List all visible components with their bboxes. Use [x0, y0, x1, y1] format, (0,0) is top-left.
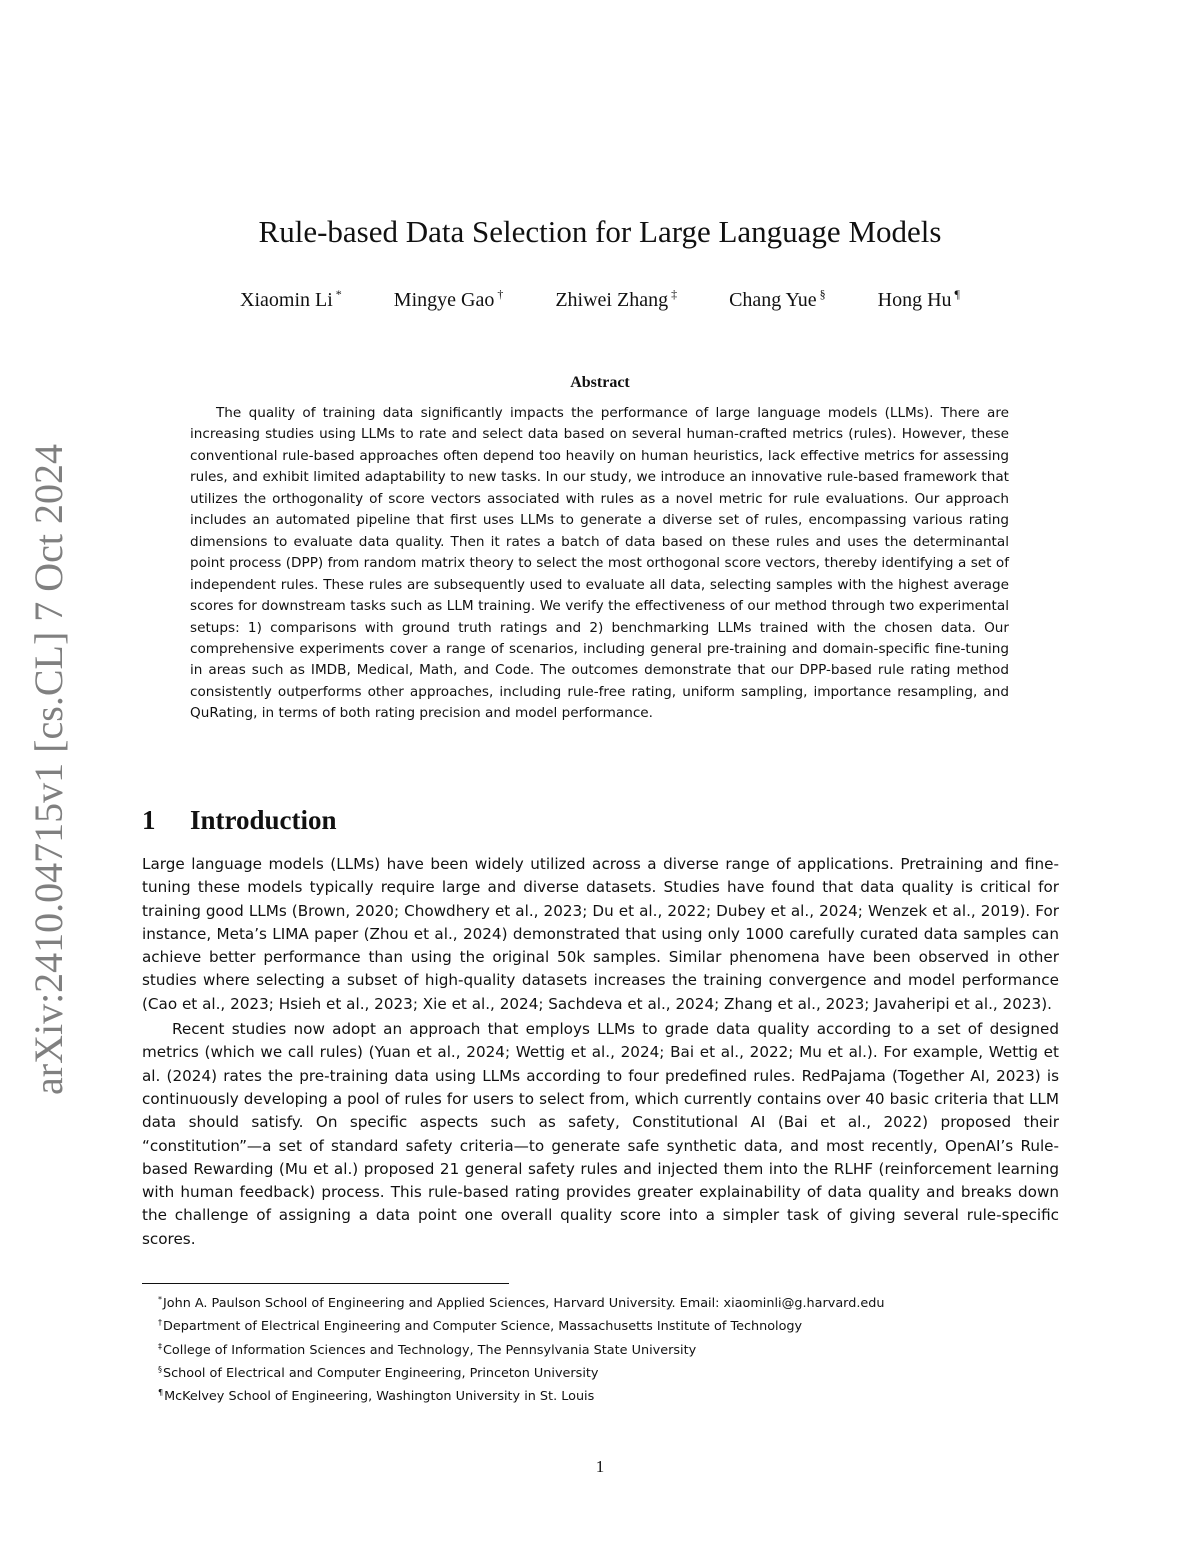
arxiv-identifier: arXiv:2410.04715v1 [cs.CL] 7 Oct 2024 — [26, 443, 71, 1095]
paper-title: Rule-based Data Selection for Large Language Models — [258, 214, 942, 249]
affiliation-mark: § — [819, 287, 826, 301]
author — [878, 280, 960, 314]
author-name: Hong Hu — [877, 289, 952, 311]
footnotes — [158, 1290, 1058, 1406]
author-name: Mingye Gao — [393, 289, 495, 311]
author-list — [0, 280, 1200, 314]
author-name: Chang Yue — [729, 289, 817, 311]
footnote-divider — [142, 1283, 509, 1284]
author-name: Zhiwei Zhang — [555, 289, 669, 311]
author-name: Xiaomin Li — [240, 289, 333, 311]
introduction-body — [142, 853, 1059, 1251]
author — [240, 280, 342, 314]
affiliation-mark: ‡ — [671, 287, 678, 301]
paragraph: Recent studies now adopt an approach that employs LLMs to grade data quality according to a set of designed metrics (which we call rules) (Yuan et al., 2024; Wettig et al., 2024; Bai et al., 2022; Mu et al.). For example, Wettig et al. (2024) rates the pre-training data using LLMs according to four predefined rules. RedPajama (Together AI, 2023) is continuously developing a pool of rules for users to select from, which currently contains over 40 basic criteria that LLM data should satisfy. On specific aspects such as safety, Constitutional AI (Bai et al., 2022) proposed their “constitution”—a set of standard safety criteria—to generate safe synthetic data, and most recently, OpenAI’s Rule-based Rewarding (Mu et al.) proposed 21 general safety rules and injected them into the RLHF (reinforcement learning with human feedback) process. This rule-based rating provides greater explainability of data quality and breaks down the challenge of assigning a data point one overall quality score into a simpler task of giving several rule-specific scores. — [142, 1020, 1059, 1248]
footnote-mark: § — [158, 1364, 162, 1374]
author — [555, 280, 677, 314]
page-number: 1 — [595, 1457, 605, 1476]
paragraph: Large language models (LLMs) have been widely utilized across a diverse range of applications. Pretraining and fine-tuning these models typically require large and diverse datasets. Studies have found that data quality is critical for training good LLMs (Brown, 2020; Chowdhery et al., 2023; Du et al., 2022; Dubey et al., 2024; Wenzek et al., 2019). For instance, Meta’s LIMA paper (Zhou et al., 2024) demonstrated that using only 1000 carefully curated data samples can achieve better performance than using the original 50k samples. Similar phenomena have been observed in other studies where selecting a subset of high-quality datasets increases the training convergence and model performance (Cao et al., 2023; Hsieh et al., 2023; Xie et al., 2024; Sachdeva et al., 2024; Zhang et al., 2023; Javaheripi et al., 2023). — [142, 855, 1059, 1013]
footnote-text: McKelvey School of Engineering, Washington University in St. Louis — [164, 1389, 595, 1405]
affiliation-mark: † — [497, 287, 504, 301]
section-title: Introduction — [190, 805, 337, 835]
abstract-heading: Abstract — [570, 374, 630, 391]
affiliation-mark: * — [335, 287, 342, 301]
author — [729, 280, 826, 314]
footnote — [158, 1360, 1058, 1383]
footnote-mark: † — [158, 1318, 162, 1328]
footnote-mark: ¶ — [158, 1388, 164, 1398]
footnote — [158, 1337, 1058, 1360]
section-heading — [142, 802, 742, 838]
footnote — [158, 1290, 1058, 1313]
footnote-text: College of Information Sciences and Technology, The Pennsylvania State University — [163, 1342, 697, 1358]
author — [394, 280, 504, 314]
abstract-text: The quality of training data significantly impacts the performance of large language models (LLMs). There are increasing studies using LLMs to rate and select data based on several human-crafted metrics (rules). However, these conventional rule-based approaches often depend too heavily on human heuristics, lack effective metrics for assessing rules, and exhibit limited adaptability to new tasks. In our study, we introduce an innovative rule-based framework that utilizes the orthogonality of score vectors associated with rules as a novel metric for rule evaluations. Our approach includes an automated pipeline that first uses LLMs to generate a diverse set of rules, encompassing various rating dimensions to evaluate data quality. Then it rates a batch of data based on these rules and uses the determinantal point process (DPP) from random matrix theory to select the most orthogonal score vectors, thereby identifying a set of independent rules. These rules are subsequently used to evaluate all data, selecting samples with the highest average scores for downstream tasks such as LLM training. We verify the effectiveness of our method through two experimental setups: 1) comparisons with ground truth ratings and 2) benchmarking LLMs trained with the chosen data. Our comprehensive experiments cover a range of scenarios, including general pre-training and domain-specific fine-tuning in areas such as IMDB, Medical, Math, and Code. The outcomes demonstrate that our DPP-based rule rating method consistently outperforms other approaches, including rule-free rating, uniform sampling, importance resampling, and QuRating, in terms of both rating precision and model performance. — [190, 405, 1009, 722]
footnote-mark: ‡ — [158, 1341, 162, 1351]
footnote-text: John A. Paulson School of Engineering and Applied Sciences, Harvard University. Email: xiaominli@g.harvard.edu — [163, 1296, 885, 1311]
footnote-text: Department of Electrical Engineering and Computer Science, Massachusetts Institute of Technology — [163, 1319, 803, 1335]
section-number: 1 — [142, 805, 156, 835]
footnote-mark: * — [158, 1295, 162, 1304]
footnote-text: School of Electrical and Computer Engineering, Princeton University — [163, 1365, 599, 1381]
affiliation-mark: ¶ — [954, 287, 960, 301]
footnote — [158, 1383, 1058, 1406]
footnote — [158, 1313, 1058, 1336]
